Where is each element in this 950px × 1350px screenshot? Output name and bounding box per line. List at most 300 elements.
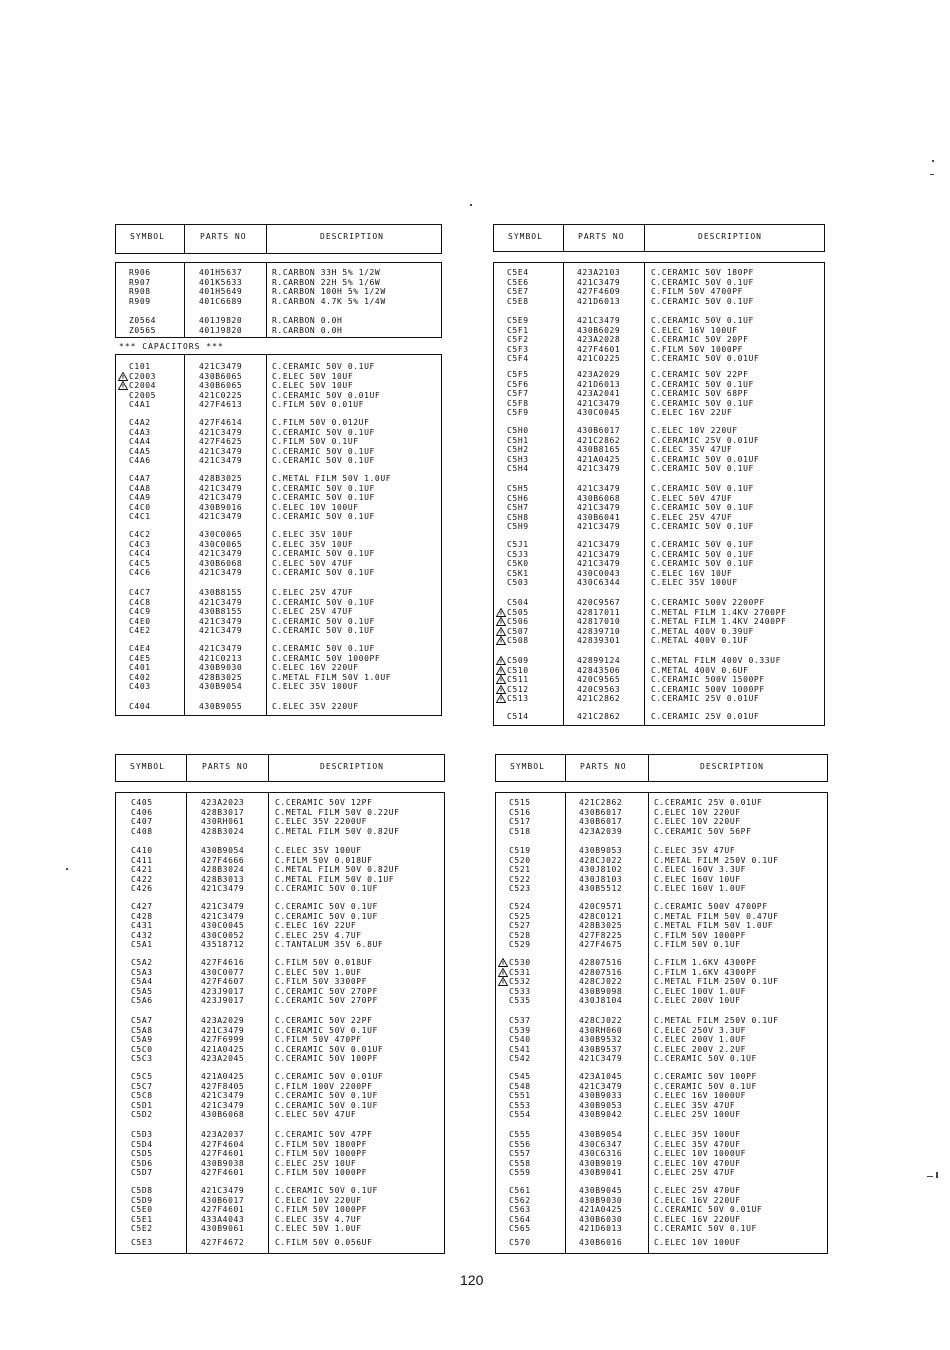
symbol-cell: C5E1 xyxy=(131,1214,153,1224)
table-row xyxy=(115,268,442,278)
description-cell: C.METAL FILM 1.4KV 2400PF xyxy=(651,617,787,627)
table-row xyxy=(493,297,825,307)
parts-no-cell: 401K5633 xyxy=(199,277,243,287)
description-cell: C.ELEC 100V 1.0UF xyxy=(654,986,747,996)
symbol-cell: C530 xyxy=(509,958,531,967)
symbol-cell: C570 xyxy=(509,1238,531,1247)
symbol-cell: C4A9 xyxy=(129,493,151,503)
description-cell: C.CERAMIC 50V 0.1UF xyxy=(272,549,375,559)
parts-no-cell: 427F4601 xyxy=(577,344,621,354)
parts-no-cell: 430J8104 xyxy=(579,996,623,1006)
table-row xyxy=(115,902,445,912)
description-cell: C.ELEC 10V 1000UF xyxy=(654,1149,747,1159)
description-cell: C.FILM 50V 3300PF xyxy=(275,977,368,987)
header-parts-no: PARTS NO xyxy=(578,232,625,241)
description-cell: C.CERAMIC 50V 0.1UF xyxy=(651,296,754,306)
description-cell: C.ELEC 16V 10UF xyxy=(651,568,733,578)
symbol-cell: C551 xyxy=(509,1091,531,1101)
row-group xyxy=(493,370,825,418)
table-row xyxy=(493,540,825,550)
parts-no-cell: 421C2862 xyxy=(577,712,621,721)
parts-no-cell: 430B9030 xyxy=(579,1195,623,1205)
parts-no-cell: 423A2037 xyxy=(201,1130,245,1139)
symbol-cell: R908 xyxy=(129,287,151,297)
parts-no-cell: 430RH060 xyxy=(579,1025,623,1035)
table-row xyxy=(115,1224,445,1234)
description-cell: C.ELEC 160V 10UF xyxy=(654,874,741,884)
parts-no-cell: 421C3479 xyxy=(201,1186,245,1195)
capacitors-label: *** CAPACITORS *** xyxy=(119,342,224,351)
row-group xyxy=(493,426,825,474)
table-row xyxy=(115,626,442,636)
symbol-cell: C555 xyxy=(509,1130,531,1139)
description-cell: C.ELEC 200V 10UF xyxy=(654,996,741,1006)
description-cell: C.CERAMIC 50V 12PF xyxy=(275,798,373,807)
description-cell: C.ELEC 35V 100UF xyxy=(654,1130,741,1139)
parts-no-cell: 430B9019 xyxy=(579,1158,623,1168)
symbol-cell: C426 xyxy=(131,884,153,894)
table-row xyxy=(495,1238,828,1248)
parts-table-top-left xyxy=(115,224,442,716)
table-row xyxy=(115,484,442,494)
table-row xyxy=(115,598,442,608)
parts-no-cell: 428CJ022 xyxy=(579,1016,623,1025)
symbol-cell: C527 xyxy=(509,921,531,931)
symbol-cell: C5A5 xyxy=(131,986,153,996)
description-cell: C.CERAMIC 50V 0.1UF xyxy=(651,484,754,493)
parts-no-cell: 430B9033 xyxy=(579,1091,623,1101)
symbol-cell: C410 xyxy=(131,846,153,855)
symbol-cell: C504 xyxy=(507,598,529,607)
parts-no-cell: 427F8405 xyxy=(201,1081,245,1091)
table-row xyxy=(495,1186,828,1196)
description-cell: C.CERAMIC 50V 0.1UF xyxy=(651,379,754,389)
parts-no-cell: 420C9563 xyxy=(577,684,621,694)
symbol-cell: C5J3 xyxy=(507,549,529,559)
description-cell: C.ELEC 50V 47UF xyxy=(272,558,354,568)
description-cell: C.CERAMIC 50V 0.01UF xyxy=(272,390,381,400)
table-row xyxy=(115,1016,445,1026)
table-row xyxy=(115,921,445,931)
table-row xyxy=(115,1215,445,1225)
description-cell: C.ELEC 35V 10UF xyxy=(272,530,354,539)
description-cell: C.CERAMIC 50V 0.01UF xyxy=(275,1072,384,1081)
description-cell: C.ELEC 50V 10UF xyxy=(272,371,354,381)
symbol-cell: C545 xyxy=(509,1072,531,1081)
parts-no-cell: 401C6689 xyxy=(199,296,243,306)
table-row xyxy=(493,436,825,446)
description-cell: C.FILM 50V 0.01UF xyxy=(272,400,365,410)
table-row xyxy=(495,1215,828,1225)
header-symbol: SYMBOL xyxy=(508,232,543,241)
parts-table-top-right xyxy=(493,224,825,726)
symbol-cell: C5H4 xyxy=(507,464,529,474)
table-row xyxy=(115,1205,445,1215)
parts-no-cell: 420C9571 xyxy=(579,902,623,911)
table-row xyxy=(115,1186,445,1196)
table-row xyxy=(493,559,825,569)
table-row xyxy=(495,931,828,941)
table-header xyxy=(115,224,442,254)
description-cell: C.ELEC 35V 220UF xyxy=(272,702,359,711)
table-row xyxy=(493,627,825,637)
symbol-cell: C5F6 xyxy=(507,379,529,389)
description-cell: C.CERAMIC 50V 100PF xyxy=(654,1072,757,1081)
table-row xyxy=(495,1072,828,1082)
parts-no-cell: 430B6065 xyxy=(199,371,243,381)
description-cell: C.CERAMIC 50V 0.1UF xyxy=(275,884,378,894)
table-row xyxy=(495,912,828,922)
row-group xyxy=(495,958,828,1006)
safety-warning-icon xyxy=(496,617,506,626)
symbol-cell: C535 xyxy=(509,996,531,1006)
table-row xyxy=(115,875,445,885)
parts-no-cell: 427F4607 xyxy=(201,977,245,987)
symbol-cell: C5H6 xyxy=(507,493,529,503)
parts-no-cell: 423J9017 xyxy=(201,986,245,996)
description-cell: R.CARBON 22H 5% 1/6W xyxy=(272,277,381,287)
table-row xyxy=(495,940,828,950)
symbol-cell: C431 xyxy=(131,921,153,931)
symbol-cell: C4C7 xyxy=(129,588,151,597)
row-group xyxy=(495,1130,828,1178)
description-cell: C.CERAMIC 50V 0.1UF xyxy=(651,464,754,474)
symbol-cell: C515 xyxy=(509,798,531,807)
row-group xyxy=(495,1186,828,1234)
table-row xyxy=(115,1072,445,1082)
symbol-cell: C559 xyxy=(509,1168,531,1178)
header-description: DESCRIPTION xyxy=(698,232,762,241)
parts-no-cell: 427F4672 xyxy=(201,1238,245,1247)
symbol-cell: C405 xyxy=(131,798,153,807)
description-cell: C.ELEC 10V 220UF xyxy=(654,807,741,817)
symbol-cell: C5F8 xyxy=(507,398,529,408)
description-cell: C.METAL FILM 250V 0.1UF xyxy=(654,855,779,865)
parts-no-cell: 430C0045 xyxy=(577,408,621,418)
description-cell: C.METAL FILM 250V 0.1UF xyxy=(654,1016,779,1025)
description-cell: C.CERAMIC 50V 0.1UF xyxy=(275,902,378,911)
symbol-cell: C539 xyxy=(509,1025,531,1035)
table-row xyxy=(115,663,442,673)
description-cell: C.CERAMIC 500V 1000PF xyxy=(651,684,765,694)
parts-no-cell: 430RH061 xyxy=(201,817,245,827)
row-group xyxy=(115,1072,445,1120)
row-group xyxy=(495,1238,828,1248)
symbol-cell: C5E3 xyxy=(131,1238,153,1247)
description-cell: C.FILM 50V 1800PF xyxy=(275,1139,368,1149)
table-header xyxy=(115,754,445,782)
description-cell: C.FILM 50V 1000PF xyxy=(275,1149,368,1159)
symbol-cell: C537 xyxy=(509,1016,531,1025)
symbol-cell: C5E9 xyxy=(507,316,529,325)
table-row xyxy=(115,381,442,391)
row-group xyxy=(115,1016,445,1064)
table-row xyxy=(115,372,442,382)
table-row xyxy=(495,987,828,997)
table-row xyxy=(495,1130,828,1140)
table-row xyxy=(493,608,825,618)
description-cell: C.CERAMIC 50V 0.1UF xyxy=(651,316,754,325)
symbol-cell: C509 xyxy=(507,656,529,665)
parts-no-cell: 421C3479 xyxy=(199,568,243,578)
description-cell: C.ELEC 10V 100UF xyxy=(272,502,359,512)
row-group xyxy=(115,958,445,1006)
description-cell: R.CARBON 4.7K 5% 1/4W xyxy=(272,296,386,306)
table-row xyxy=(495,1205,828,1215)
parts-no-cell: 423A2029 xyxy=(201,1016,245,1025)
symbol-cell: C5D2 xyxy=(131,1110,153,1120)
safety-warning-icon xyxy=(496,608,506,617)
symbol-cell: C540 xyxy=(509,1035,531,1045)
symbol-cell: C4C2 xyxy=(129,530,151,539)
symbol-cell: C5H7 xyxy=(507,503,529,513)
table-row xyxy=(495,827,828,837)
description-cell: C.ELEC 25V 470UF xyxy=(654,1186,741,1195)
parts-no-cell: 428CJ022 xyxy=(579,977,623,987)
parts-no-cell: 428B3013 xyxy=(201,874,245,884)
description-cell: C.METAL FILM 50V 1.0UF xyxy=(272,672,392,682)
description-cell: C.CERAMIC 50V 0.1UF xyxy=(651,277,754,287)
parts-no-cell: 428CJ022 xyxy=(579,855,623,865)
parts-no-cell: 430B9053 xyxy=(579,1100,623,1110)
parts-no-cell: 42807516 xyxy=(579,967,623,977)
description-cell: C.CERAMIC 50V 270PF xyxy=(275,986,378,996)
description-cell: C.CERAMIC 50V 56PF xyxy=(654,826,752,836)
parts-no-cell: 427F4625 xyxy=(199,437,243,447)
symbol-cell: C4C8 xyxy=(129,597,151,607)
table-row xyxy=(493,326,825,336)
symbol-cell: C521 xyxy=(509,865,531,875)
symbol-cell: C5C5 xyxy=(131,1072,153,1081)
description-cell: C.CERAMIC 50V 0.01UF xyxy=(654,1205,763,1215)
row-group xyxy=(115,418,442,466)
table-row xyxy=(115,846,445,856)
scan-speck xyxy=(470,204,472,206)
table-row xyxy=(115,1149,445,1159)
table-row xyxy=(115,287,442,297)
parts-no-cell: 427F6999 xyxy=(201,1035,245,1045)
scan-speck xyxy=(930,174,934,175)
symbol-cell: C408 xyxy=(131,826,153,836)
table-row xyxy=(115,958,445,968)
description-cell: C.FILM 100V 2200PF xyxy=(275,1081,373,1091)
table-row xyxy=(495,817,828,827)
symbol-cell: C510 xyxy=(507,665,529,675)
table-row xyxy=(115,326,442,336)
parts-no-cell: 423A2023 xyxy=(201,798,245,807)
table-row xyxy=(115,827,445,837)
table-row xyxy=(495,1110,828,1120)
parts-no-cell: 427F8225 xyxy=(579,930,623,940)
header-description: DESCRIPTION xyxy=(320,232,384,241)
description-cell: C.ELEC 25V 4.7UF xyxy=(275,930,362,940)
parts-no-cell: 420C9565 xyxy=(577,675,621,685)
description-cell: C.ELEC 16V 1000UF xyxy=(654,1091,747,1101)
table-row xyxy=(115,1082,445,1092)
parts-no-cell: 421C2862 xyxy=(577,435,621,445)
parts-no-cell: 421C0225 xyxy=(199,390,243,400)
symbol-cell: C4A2 xyxy=(129,418,151,427)
symbol-cell: C403 xyxy=(129,682,151,692)
symbol-cell: C531 xyxy=(509,967,531,977)
table-row xyxy=(495,808,828,818)
header-symbol: SYMBOL xyxy=(130,762,165,771)
table-row xyxy=(115,1035,445,1045)
table-row xyxy=(493,345,825,355)
parts-no-cell: 430B6017 xyxy=(579,807,623,817)
table-row xyxy=(493,513,825,523)
symbol-cell: C432 xyxy=(131,930,153,940)
table-row xyxy=(115,968,445,978)
parts-no-cell: 430B6065 xyxy=(199,381,243,391)
symbol-cell: C422 xyxy=(131,874,153,884)
table-row xyxy=(115,540,442,550)
row-group xyxy=(115,316,442,335)
symbol-cell: C5E4 xyxy=(507,268,529,277)
symbol-cell: C5F7 xyxy=(507,389,529,399)
symbol-cell: C516 xyxy=(509,807,531,817)
symbol-cell: C556 xyxy=(509,1139,531,1149)
symbol-cell: C4A4 xyxy=(129,437,151,447)
symbol-cell: C5C8 xyxy=(131,1091,153,1101)
parts-no-cell: 423A1045 xyxy=(579,1072,623,1081)
table-row xyxy=(493,380,825,390)
description-cell: C.ELEC 16V 22UF xyxy=(651,408,733,418)
table-row xyxy=(493,685,825,695)
symbol-cell: C428 xyxy=(131,911,153,921)
symbol-cell: C101 xyxy=(129,362,151,371)
symbol-cell: C5E6 xyxy=(507,277,529,287)
description-cell: C.ELEC 35V 100UF xyxy=(272,682,359,692)
parts-no-cell: 401H5649 xyxy=(199,287,243,297)
symbol-cell: R906 xyxy=(129,268,151,277)
description-cell: C.METAL FILM 400V 0.33UF xyxy=(651,656,781,665)
row-group xyxy=(493,540,825,588)
parts-no-cell: 421C3479 xyxy=(577,522,621,532)
safety-warning-icon xyxy=(498,958,508,967)
table-row xyxy=(115,559,442,569)
symbol-cell: C557 xyxy=(509,1149,531,1159)
parts-no-cell: 428B3024 xyxy=(201,865,245,875)
description-cell: C.CERAMIC 50V 0.1UF xyxy=(651,503,754,513)
description-cell: C.ELEC 35V 100UF xyxy=(651,578,738,588)
header-parts-no: PARTS NO xyxy=(202,762,249,771)
parts-no-cell: 427F4666 xyxy=(201,855,245,865)
symbol-cell: C565 xyxy=(509,1224,531,1234)
table-row xyxy=(115,278,442,288)
description-cell: C.CERAMIC 50V 22PF xyxy=(275,1016,373,1025)
parts-no-cell: 420C9567 xyxy=(577,598,621,607)
table-row xyxy=(115,549,442,559)
table-row xyxy=(495,1045,828,1055)
row-group xyxy=(115,798,445,836)
description-cell: R.CARBON 100H 5% 1/2W xyxy=(272,287,386,297)
parts-no-cell: 430B6017 xyxy=(579,817,623,827)
description-cell: C.CERAMIC 50V 0.1UF xyxy=(272,616,375,626)
table-row xyxy=(493,503,825,513)
description-cell: C.METAL FILM 50V 0.47UF xyxy=(654,911,779,921)
description-cell: C.ELEC 16V 220UF xyxy=(272,663,359,673)
parts-no-cell: 421C3479 xyxy=(201,884,245,894)
parts-no-cell: 430B9053 xyxy=(579,846,623,855)
symbol-cell: Z0564 xyxy=(129,316,157,325)
row-group xyxy=(495,902,828,950)
table-row xyxy=(115,1054,445,1064)
parts-no-cell: 421C3479 xyxy=(579,1054,623,1064)
symbol-cell: C5F9 xyxy=(507,408,529,418)
symbol-cell: C404 xyxy=(129,702,151,711)
table-row xyxy=(495,968,828,978)
parts-no-cell: 430B6068 xyxy=(201,1110,245,1120)
parts-no-cell: 421C2862 xyxy=(579,798,623,807)
table-row xyxy=(115,1045,445,1055)
table-row xyxy=(493,287,825,297)
description-cell: C.CERAMIC 25V 0.01UF xyxy=(651,435,760,445)
parts-no-cell: 421C3479 xyxy=(199,644,243,653)
symbol-cell: C5D8 xyxy=(131,1186,153,1195)
table-row xyxy=(495,1159,828,1169)
table-row xyxy=(115,617,442,627)
symbol-cell: C5E7 xyxy=(507,287,529,297)
description-cell: C.CERAMIC 50V 0.1UF xyxy=(272,446,375,456)
description-cell: C.ELEC 200V 2.2UF xyxy=(654,1044,747,1054)
table-row xyxy=(115,644,442,654)
symbol-cell: C553 xyxy=(509,1100,531,1110)
description-cell: C.CERAMIC 25V 0.01UF xyxy=(651,712,760,721)
description-cell: C.CERAMIC 50V 0.1UF xyxy=(651,398,754,408)
description-cell: C.ELEC 25V 10UF xyxy=(275,1158,357,1168)
safety-warning-icon xyxy=(496,694,506,703)
symbol-cell: C5J1 xyxy=(507,540,529,549)
symbol-cell: C4A6 xyxy=(129,456,151,466)
table-row xyxy=(115,1026,445,1036)
row-group xyxy=(115,474,442,522)
row-group xyxy=(115,702,442,712)
parts-no-cell: 421C3479 xyxy=(199,362,243,371)
description-cell: C.CERAMIC 50V 0.01UF xyxy=(651,454,760,464)
parts-no-cell: 427F4601 xyxy=(201,1149,245,1159)
header-symbol: SYMBOL xyxy=(510,762,545,771)
symbol-cell: C523 xyxy=(509,884,531,894)
parts-no-cell: 421A0425 xyxy=(579,1205,623,1215)
symbol-cell: C506 xyxy=(507,617,529,627)
symbol-cell: C402 xyxy=(129,672,151,682)
table-header xyxy=(495,754,828,782)
parts-no-cell: 430C0045 xyxy=(201,921,245,931)
description-cell: C.FILM 50V 4700PF xyxy=(651,287,744,297)
description-cell: C.FILM 50V 0.012UF xyxy=(272,418,370,427)
symbol-cell: C5D6 xyxy=(131,1158,153,1168)
symbol-cell: C4E0 xyxy=(129,616,151,626)
row-group xyxy=(115,1238,445,1248)
table-row xyxy=(115,931,445,941)
description-cell: C.CERAMIC 50V 0.01UF xyxy=(275,1044,384,1054)
description-cell: C.ELEC 16V 22UF xyxy=(275,921,357,931)
symbol-cell: C5H0 xyxy=(507,426,529,435)
parts-no-cell: 421C3479 xyxy=(577,503,621,513)
symbol-cell: C5H9 xyxy=(507,522,529,532)
symbol-cell: C519 xyxy=(509,846,531,855)
table-row xyxy=(493,675,825,685)
parts-no-cell: 421C3479 xyxy=(577,398,621,408)
table-row xyxy=(493,268,825,278)
table-row xyxy=(115,940,445,950)
symbol-cell: C401 xyxy=(129,663,151,673)
parts-no-cell: 430J8103 xyxy=(579,874,623,884)
parts-no-cell: 421D6013 xyxy=(577,296,621,306)
description-cell: C.ELEC 50V 10UF xyxy=(272,381,354,391)
table-row xyxy=(495,1016,828,1026)
